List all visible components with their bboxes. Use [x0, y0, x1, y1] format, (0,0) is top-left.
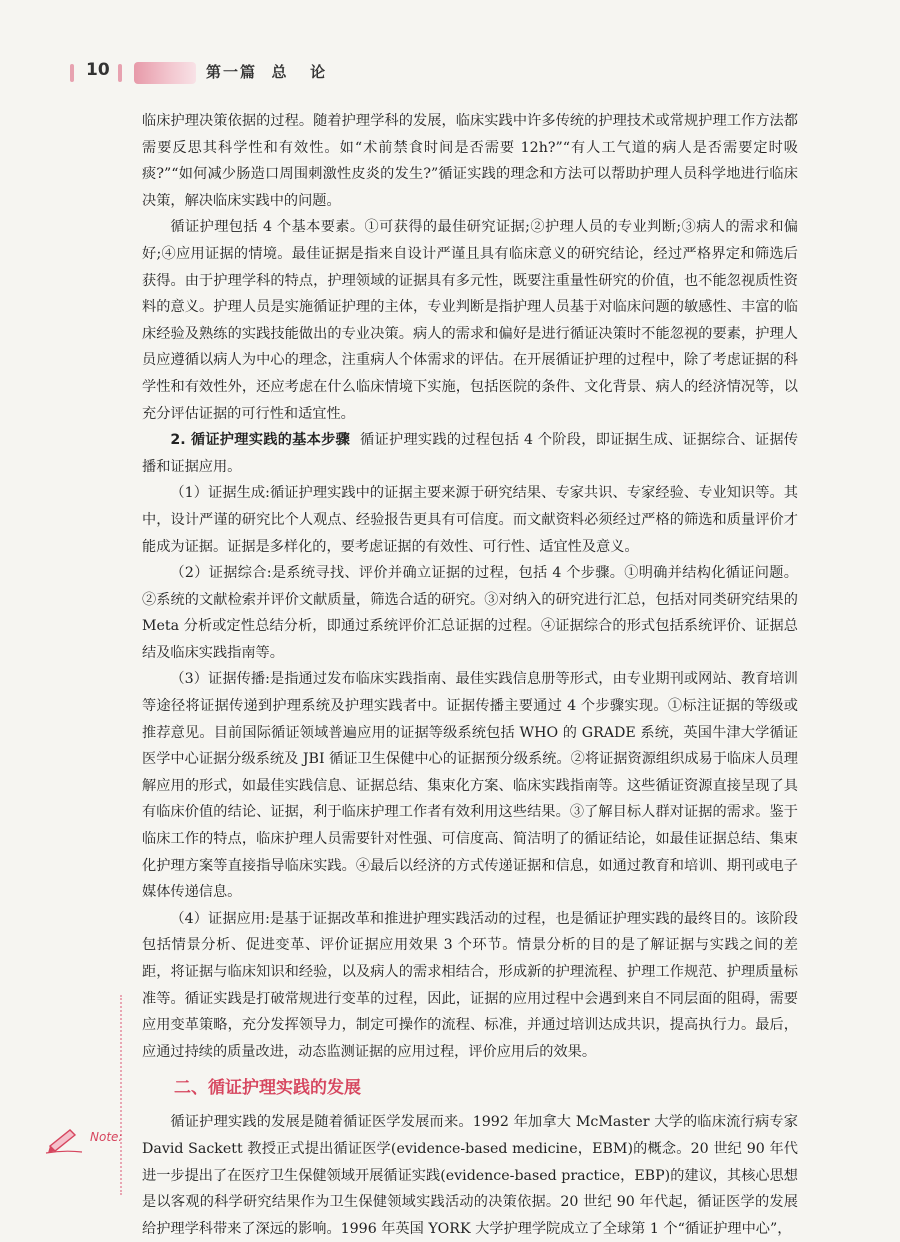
header-divider-bar — [118, 64, 122, 82]
pencil-icon — [44, 1124, 84, 1154]
paragraph-7: （4）证据应用:是基于证据改革和推进护理实践活动的过程，也是循证护理实践的最终目的。该阶段包括情景分析、促进变革、评价证据应用效果 3 个环节。情景分析的目的是了解证据与实践之间的差距，将证据与临床知识和经验，以及病人的需求相结合，形成新的护理流程、护理工作规范、护理质量标准等。循证实践是打破常规进行变革的过程，因此，证据的应用过程中会遇到来自不同层面的阻碍，需要应用变革策略，充分发挥领导力，制定可操作的流程、标准，并通过培训达成共识，提高执行力。最后，应通过持续的质量改进，动态监测证据的应用过程，评价应用后的效果。 — [142, 910, 798, 1060]
page-number: 10 — [86, 60, 110, 80]
paragraph-8: 循证护理实践的发展是随着循证医学发展而来。1992 年加拿大 McMaster 大学的临床流行病专家 David Sackett 教授正式提出循证医学(evidence-based medicine，EBM)的概念。20 世纪 90 年代进一步提出了在医疗卫生保健领域开展循证实践(evidence-based practice，EBP)的建议，其核心思想是以客观的科学研究结果作为卫生保健领域实践活动的决策依据。20 世纪 90 年代起，循证医学的发展给护理学科带来了深远的影响。1996 年英国 YORK 大学护理学院成立了全球第 1 个“循证护理中心”， — [142, 1114, 798, 1237]
paragraph-6: （3）证据传播:是指通过发布临床实践指南、最佳实践信息册等形式，由专业期刊或网站、教育培训等途径将证据传递到护理系统及护理实践者中。证据传播主要通过 4 个步骤实现。①标注证据的等级或推荐意见。目前国际循证领域普遍应用的证据等级系统包括 WHO 的 GRADE 系统，英国牛津大学循证医学中心证据分级系统及 JBI 循证卫生保健中心的证据预分级系统。②将证据资源组织成易于临床人员理解应用的形式，如最佳实践信息、证据总结、集束化方案、临床实践指南等。这些循证资源直接呈现了具有临床价值的结论、证据，利于临床护理工作者有效利用这些结果。③了解目标人群对证据的需求。鉴于临床工作的特点，临床护理人员需要针对性强、可信度高、简洁明了的循证结论，如最佳证据总结、集束化护理方案等直接指导临床实践。④最后以经济的方式传递证据和信息，如通过教育和培训、期刊或电子媒体传递信息。 — [142, 671, 798, 901]
paragraph-1: 临床护理决策依据的过程。随着护理学科的发展，临床实践中许多传统的护理技术或常规护理工作方法都需要反思其科学性和有效性。如“术前禁食时间是否需要 12h?”“有人工气道的病人是否需要定时吸痰?”“如何减少肠造口周围刺激性皮炎的发生?”循证实践的理念和方法可以帮助护理人员科学地进行临床决策，解决临床实践中的问题。 — [142, 113, 798, 209]
subheading-steps: 2. 循证护理实践的基本步骤 — [170, 432, 351, 449]
section-title: 二、循证护理实践的发展 — [174, 1078, 361, 1099]
chapter-title: 第一篇 总 论 — [206, 63, 328, 81]
header-pill — [134, 62, 196, 84]
paragraph-3-text: 循证护理实践的过程包括 4 个阶段，即证据生成、证据综合、证据传播和证据应用。 — [142, 432, 798, 475]
paragraph-5: （2）证据综合:是系统寻找、评价并确立证据的过程，包括 4 个步骤。①明确并结构化循证问题。②系统的文献检索并评价文献质量，筛选合适的研究。③对纳入的研究进行汇总，包括对同类研究结果的 Meta 分析或定性总结分析，即通过系统评价汇总证据的过程。④证据综合的形式包括系统评价、证据总结及临床实践指南等。 — [142, 565, 798, 661]
note-marker — [38, 1124, 122, 1154]
note-margin-line — [120, 995, 122, 1195]
page-header — [0, 58, 900, 88]
note-label: Note: — [90, 1130, 123, 1144]
page-body — [142, 108, 798, 1242]
paragraph-4: （1）证据生成:循证护理实践中的证据主要来源于研究结果、专家共识、专家经验、专业知识等。其中，设计严谨的研究比个人观点、经验报告更具有可信度。而文献资料必须经过严格的筛选和质量评价才能成为证据。证据是多样化的，要考虑证据的有效性、可行性、适宜性及意义。 — [142, 485, 798, 555]
paragraph-2: 循证护理包括 4 个基本要素。①可获得的最佳研究证据;②护理人员的专业判断;③病人的需求和偏好;④应用证据的情境。最佳证据是指来自设计严谨且具有临床意义的研究结论，经过严格界定和筛选后获得。由于护理学科的特点，护理领域的证据具有多元性，既要注重量性研究的价值，也不能忽视质性资料的意义。护理人员是实施循证护理的主体，专业判断是指护理人员基于对临床问题的敏感性、丰富的临床经验及熟练的实践技能做出的专业决策。病人的需求和偏好是进行循证决策时不能忽视的要素，护理人员应遵循以病人为中心的理念，注重病人个体需求的评估。在开展循证护理的过程中，除了考虑证据的科学性和有效性外，还应考虑在什么临床情境下实施，包括医院的条件、文化背景、病人的经济情况等，以充分评估证据的可行性和适宜性。 — [142, 219, 798, 422]
header-accent-bar — [70, 64, 74, 82]
paragraph-3 — [142, 427, 798, 480]
